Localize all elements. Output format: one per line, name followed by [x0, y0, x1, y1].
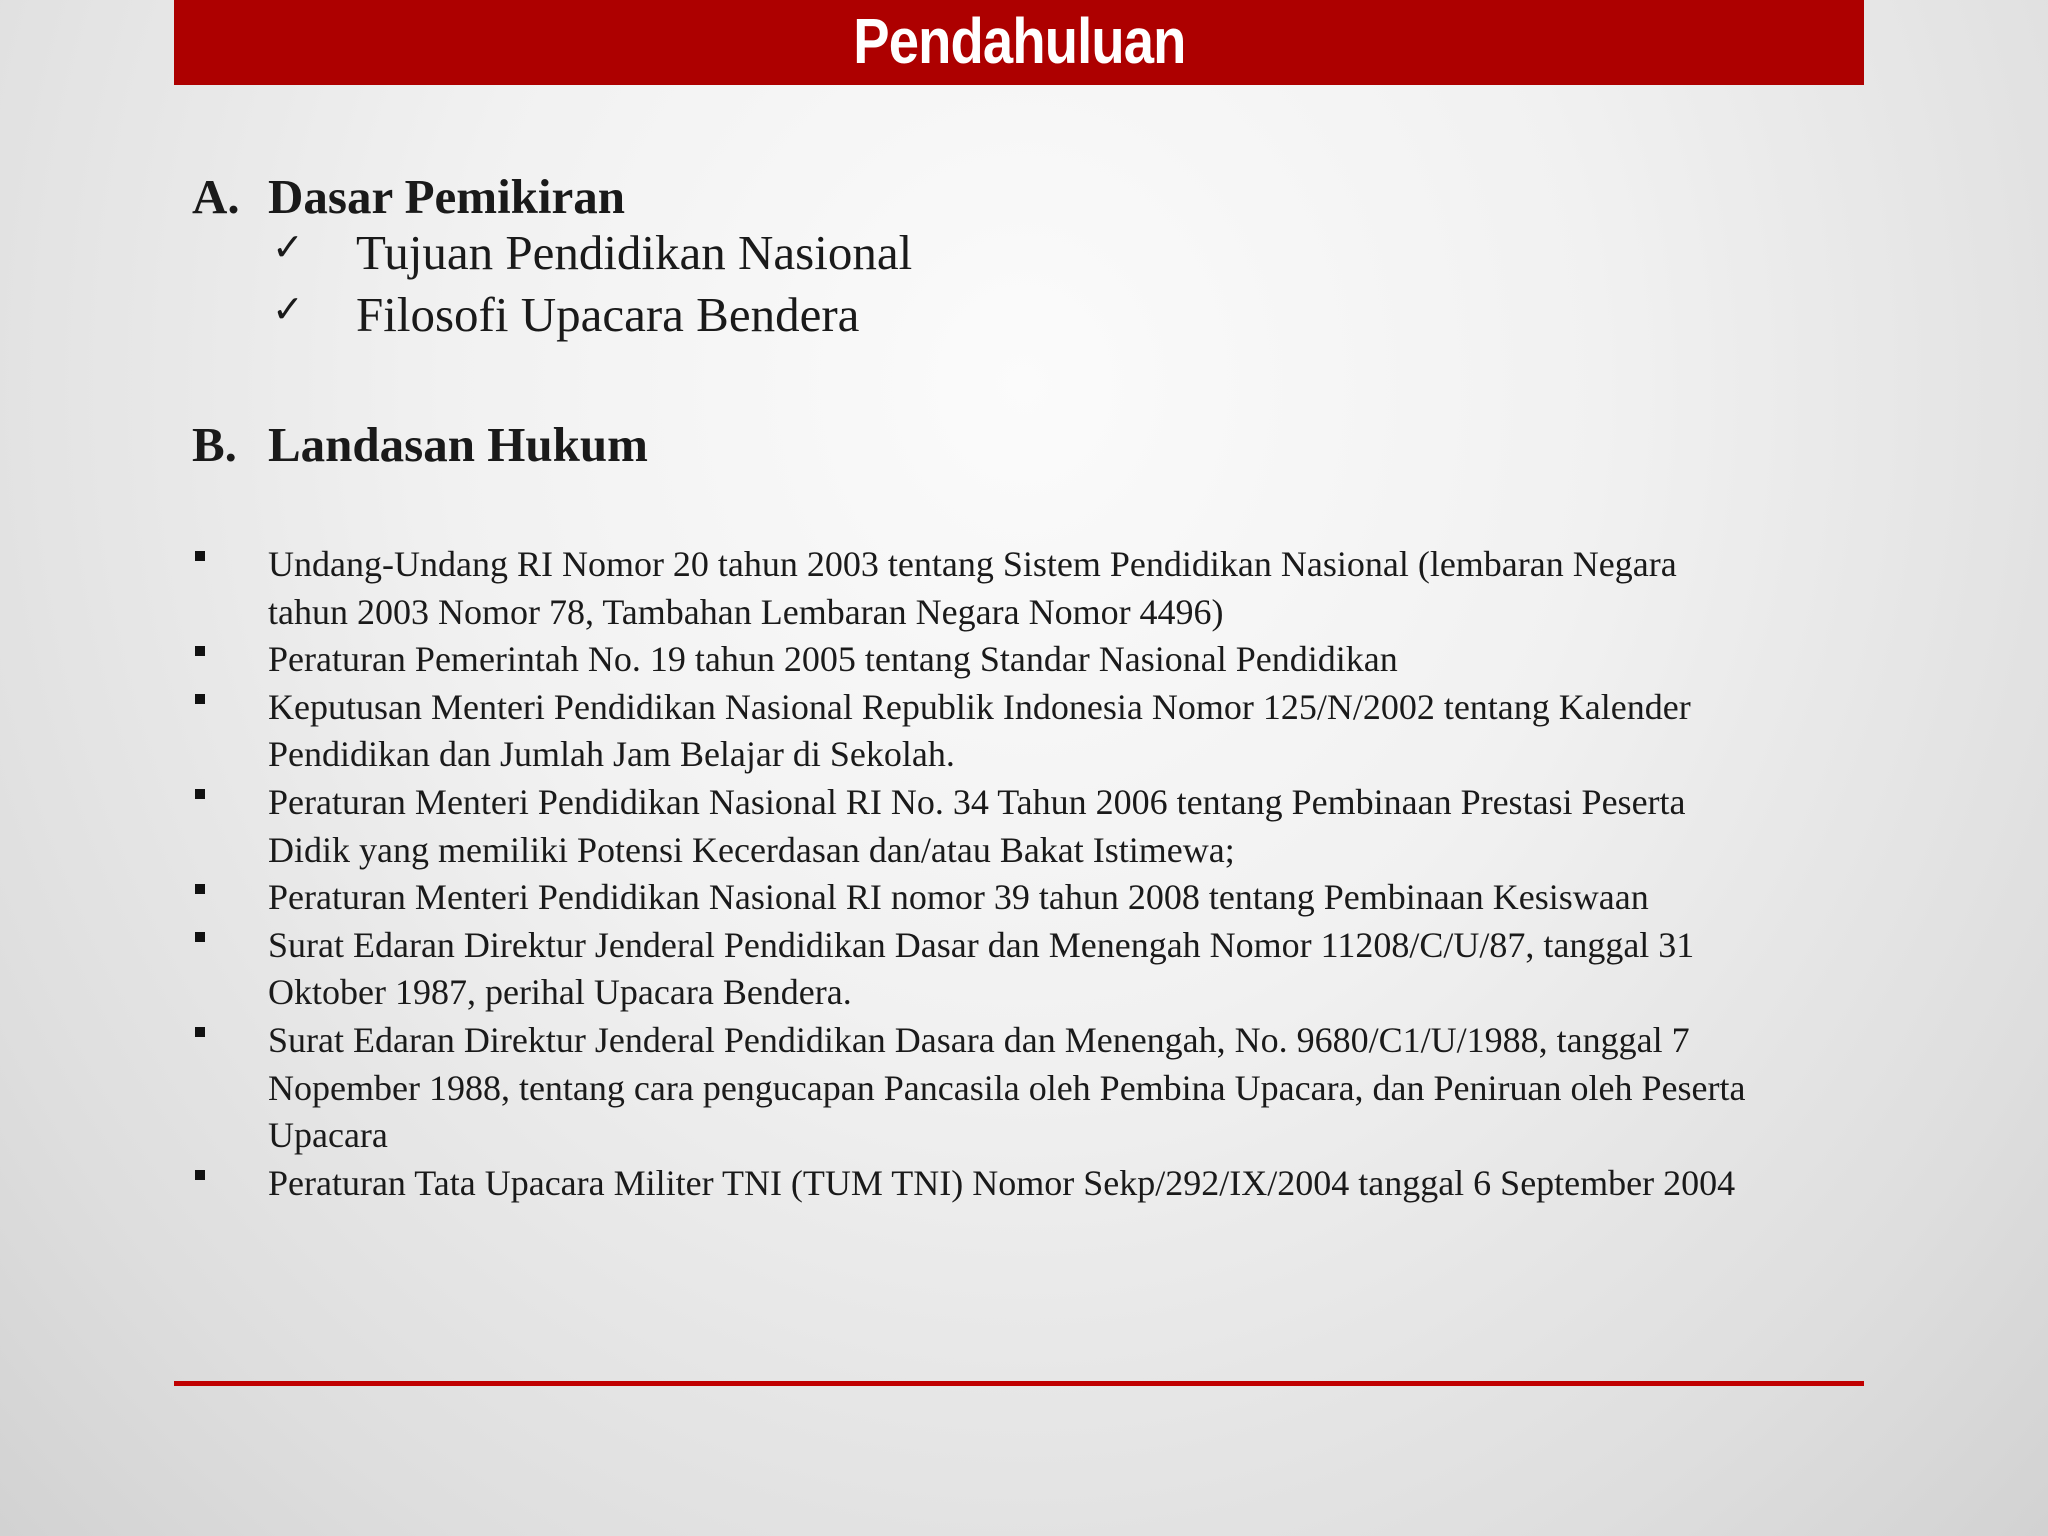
checkmark-icon: ✓ [272, 225, 304, 269]
list-item [272, 287, 912, 349]
square-bullet-icon [192, 922, 268, 970]
square-bullet-icon [192, 874, 268, 922]
section-b-heading [192, 417, 648, 472]
list-item [192, 874, 1752, 922]
list-item-text: Peraturan Menteri Pendidikan Nasional RI nomor 39 tahun 2008 tentang Pembinaan Kesiswaan [268, 877, 1649, 918]
list-item-text: Undang-Undang RI Nomor 20 tahun 2003 tentang Sistem Pendidikan Nasional (lembaran Negara tahun 2003 Nomor 78, Tambahan Lembaran Negara Nomor 4496) [268, 544, 1677, 632]
list-item-text: Peraturan Menteri Pendidikan Nasional RI No. 34 Tahun 2006 tentang Pembinaan Prestasi Peserta Didik yang memiliki Potensi Kecerdasan dan/atau Bakat Istimewa; [268, 781, 1686, 870]
checkmark-icon: ✓ [272, 287, 304, 331]
square-bullet-icon [192, 1160, 268, 1208]
landasan-hukum-list [192, 541, 1752, 1207]
list-item-text: Surat Edaran Direktur Jenderal Pendidikan Dasar dan Menengah Nomor 11208/C/U/87, tanggal 31 Oktober 1987, perihal Upacara Bendera. [268, 924, 1695, 1013]
list-item-text: Peraturan Pemerintah No. 19 tahun 2005 tentang Standar Nasional Pendidikan [268, 639, 1398, 680]
dasar-pemikiran-list [272, 225, 912, 349]
list-item [192, 1017, 1752, 1160]
list-item-text: Filosofi Upacara Bendera [356, 287, 860, 342]
section-b-letter: B. [192, 417, 237, 472]
list-item-text: Peraturan Tata Upacara Militer TNI (TUM TNI) Nomor Sekp/292/IX/2004 tanggal 6 September 2004 [268, 1162, 1736, 1203]
list-item-text: Tujuan Pendidikan Nasional [356, 225, 913, 280]
list-item [192, 922, 1752, 1017]
list-item [192, 684, 1752, 779]
section-a-letter: A. [192, 169, 240, 224]
list-item [272, 225, 912, 287]
section-b-title: Landasan Hukum [268, 417, 648, 472]
list-item [192, 779, 1752, 874]
list-item [192, 1160, 1752, 1208]
square-bullet-icon [192, 636, 268, 684]
square-bullet-icon [192, 684, 268, 732]
square-bullet-icon [192, 541, 268, 589]
list-item [192, 636, 1752, 684]
list-item-text: Surat Edaran Direktur Jenderal Pendidikan Dasara dan Menengah, No. 9680/C1/U/1988, tanggal 7 Nopember 1988, tentang cara pengucapan Pancasila oleh Pembina Upacara, dan Peniruan oleh Peserta Upacara [268, 1019, 1746, 1156]
square-bullet-icon [192, 1017, 268, 1065]
list-item-text: Keputusan Menteri Pendidikan Nasional Republik Indonesia Nomor 125/N/2002 tentang Kalender Pendidikan dan Jumlah Jam Belajar di Sekolah. [268, 686, 1691, 775]
bottom-divider [174, 1381, 1864, 1386]
section-a-heading [192, 169, 626, 224]
list-item [192, 541, 1752, 636]
slide-title: Pendahuluan [852, 4, 1186, 77]
section-a-title: Dasar Pemikiran [268, 169, 626, 224]
square-bullet-icon [192, 779, 268, 827]
title-bar [174, 0, 1864, 85]
